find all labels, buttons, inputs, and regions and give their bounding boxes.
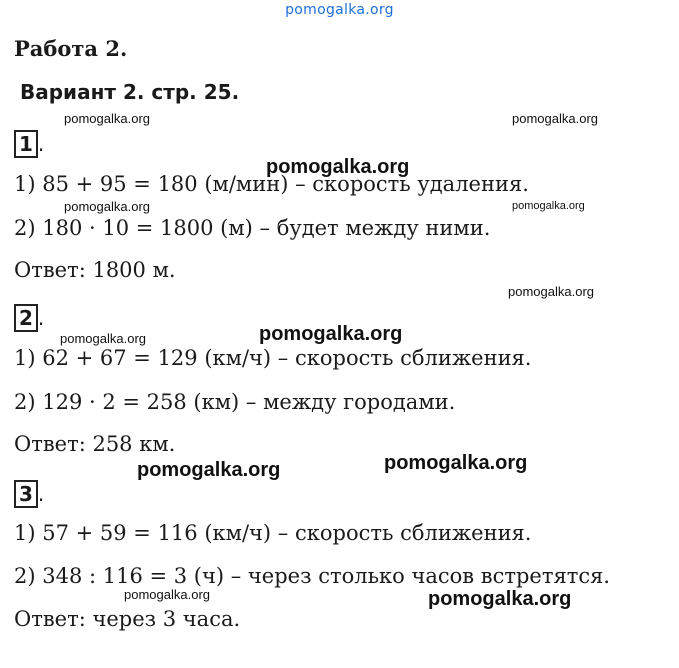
task-3-line-2: 2) 348 : 116 = 3 (ч) – через столько часов встретятся. [14, 564, 611, 588]
watermark-text: pomogalka.org [64, 199, 150, 214]
task-3-answer: Ответ: через 3 часа. [14, 607, 241, 631]
watermark-text: pomogalka.org [259, 323, 403, 345]
task-2-line-1: 1) 62 + 67 = 129 (км/ч) – скорость сближения. [14, 346, 532, 370]
watermark-text: pomogalka.org [137, 459, 281, 481]
task-2-answer: Ответ: 258 км. [14, 432, 176, 456]
task-1-number: 1 . [14, 130, 44, 158]
watermark-text: pomogalka.org [512, 200, 585, 212]
site-header-watermark: pomogalka.org [285, 2, 394, 18]
watermark-text: pomogalka.org [60, 331, 146, 346]
watermark-text: pomogalka.org [124, 587, 210, 602]
watermark-text: pomogalka.org [428, 588, 572, 610]
watermark-text: pomogalka.org [512, 111, 598, 126]
watermark-text: pomogalka.org [508, 284, 594, 299]
page-title: Работа 2. [14, 36, 128, 61]
watermark-text: pomogalka.org [266, 156, 410, 178]
task-1-line-1: 1) 85 + 95 = 180 (м/мин) – скорость удаления. [14, 172, 529, 196]
task-2-number: 2 . [14, 304, 44, 332]
task-2-line-2: 2) 129 · 2 = 258 (км) – между городами. [14, 390, 456, 414]
task-1-line-2: 2) 180 · 10 = 1800 (м) – будет между ними. [14, 216, 491, 240]
task-3-number: 3 . [14, 480, 44, 508]
task-1-answer: Ответ: 1800 м. [14, 258, 176, 282]
variant-heading: Вариант 2. стр. 25. [20, 80, 240, 104]
task-3-line-1: 1) 57 + 59 = 116 (км/ч) – скорость сближения. [14, 521, 532, 545]
watermark-text: pomogalka.org [64, 111, 150, 126]
watermark-text: pomogalka.org [384, 452, 528, 474]
